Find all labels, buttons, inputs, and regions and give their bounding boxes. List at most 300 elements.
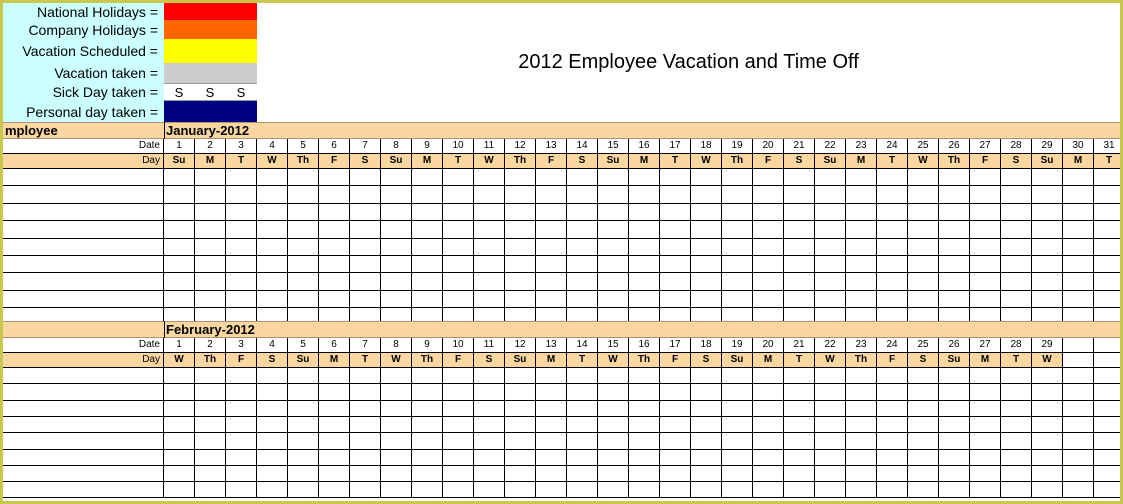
employee-name-cell[interactable] (3, 433, 164, 450)
day-entry-cell[interactable] (505, 221, 536, 239)
day-entry-cell[interactable] (474, 368, 505, 384)
day-entry-cell[interactable] (505, 204, 536, 221)
day-entry-cell[interactable] (784, 169, 815, 186)
day-entry-cell[interactable] (257, 239, 288, 256)
day-entry-cell[interactable] (815, 273, 846, 291)
day-entry-cell[interactable] (629, 401, 660, 417)
day-entry-cell[interactable] (815, 186, 846, 204)
day-entry-cell[interactable] (257, 204, 288, 221)
day-entry-cell[interactable] (288, 256, 319, 273)
employee-name-cell[interactable] (3, 384, 164, 401)
day-entry-cell[interactable] (505, 169, 536, 186)
date-cell[interactable]: 28 (1001, 139, 1032, 154)
day-entry-cell[interactable] (195, 368, 226, 384)
day-entry-cell[interactable] (567, 273, 598, 291)
day-entry-cell[interactable] (691, 204, 722, 221)
day-entry-cell[interactable] (722, 291, 753, 308)
date-cell[interactable]: 3 (226, 139, 257, 154)
day-entry-cell[interactable] (474, 169, 505, 186)
day-entry-cell[interactable] (846, 204, 877, 221)
day-entry-cell[interactable] (1063, 256, 1094, 273)
day-cell[interactable]: M (753, 353, 784, 368)
day-entry-cell[interactable] (195, 273, 226, 291)
day-entry-cell[interactable] (381, 273, 412, 291)
day-entry-cell[interactable] (1063, 466, 1094, 482)
date-cell[interactable]: 12 (505, 338, 536, 353)
day-entry-cell[interactable] (598, 169, 629, 186)
day-entry-cell[interactable] (226, 186, 257, 204)
day-entry-cell[interactable] (722, 384, 753, 401)
day-entry-cell[interactable] (350, 239, 381, 256)
day-entry-cell[interactable] (846, 466, 877, 482)
day-entry-cell[interactable] (536, 186, 567, 204)
day-entry-cell[interactable] (505, 482, 536, 498)
day-entry-cell[interactable] (784, 450, 815, 466)
day-entry-cell[interactable] (381, 291, 412, 308)
day-entry-cell[interactable] (660, 433, 691, 450)
day-entry-cell[interactable] (939, 291, 970, 308)
day-cell[interactable]: Su (288, 353, 319, 368)
day-entry-cell[interactable] (939, 466, 970, 482)
day-entry-cell[interactable] (939, 368, 970, 384)
day-entry-cell[interactable] (877, 401, 908, 417)
day-entry-cell[interactable] (877, 256, 908, 273)
day-entry-cell[interactable] (288, 169, 319, 186)
date-cell[interactable]: 9 (412, 139, 443, 154)
day-entry-cell[interactable] (288, 401, 319, 417)
day-entry-cell[interactable] (412, 482, 443, 498)
day-entry-cell[interactable] (505, 368, 536, 384)
day-entry-cell[interactable] (1063, 221, 1094, 239)
day-entry-cell[interactable] (164, 417, 195, 433)
day-entry-cell[interactable] (164, 482, 195, 498)
day-entry-cell[interactable] (474, 256, 505, 273)
day-entry-cell[interactable] (877, 368, 908, 384)
date-cell[interactable]: 23 (846, 338, 877, 353)
day-entry-cell[interactable] (536, 417, 567, 433)
day-entry-cell[interactable] (877, 291, 908, 308)
day-entry-cell[interactable] (1032, 401, 1063, 417)
day-entry-cell[interactable] (1094, 273, 1120, 291)
day-entry-cell[interactable] (1032, 482, 1063, 498)
day-entry-cell[interactable] (443, 450, 474, 466)
day-entry-cell[interactable] (939, 169, 970, 186)
day-entry-cell[interactable] (319, 482, 350, 498)
day-entry-cell[interactable] (1094, 256, 1120, 273)
day-entry-cell[interactable] (226, 204, 257, 221)
day-entry-cell[interactable] (598, 204, 629, 221)
day-entry-cell[interactable] (195, 450, 226, 466)
day-entry-cell[interactable] (226, 169, 257, 186)
day-entry-cell[interactable] (846, 221, 877, 239)
day-entry-cell[interactable] (1001, 433, 1032, 450)
day-entry-cell[interactable] (939, 204, 970, 221)
day-entry-cell[interactable] (164, 273, 195, 291)
day-entry-cell[interactable] (970, 256, 1001, 273)
day-entry-cell[interactable] (412, 291, 443, 308)
day-cell[interactable]: M (412, 154, 443, 169)
day-entry-cell[interactable] (412, 401, 443, 417)
day-entry-cell[interactable] (753, 384, 784, 401)
day-entry-cell[interactable] (815, 239, 846, 256)
day-entry-cell[interactable] (1001, 239, 1032, 256)
day-entry-cell[interactable] (505, 256, 536, 273)
day-entry-cell[interactable] (784, 368, 815, 384)
day-entry-cell[interactable] (412, 466, 443, 482)
day-entry-cell[interactable] (598, 384, 629, 401)
day-cell[interactable]: Th (629, 353, 660, 368)
day-entry-cell[interactable] (970, 417, 1001, 433)
day-entry-cell[interactable] (195, 384, 226, 401)
day-entry-cell[interactable] (412, 433, 443, 450)
day-cell[interactable]: Su (722, 353, 753, 368)
employee-name-cell[interactable] (3, 291, 164, 308)
day-entry-cell[interactable] (505, 384, 536, 401)
day-entry-cell[interactable] (412, 368, 443, 384)
day-entry-cell[interactable] (443, 169, 474, 186)
day-entry-cell[interactable] (908, 239, 939, 256)
day-entry-cell[interactable] (908, 221, 939, 239)
date-cell[interactable]: 26 (939, 139, 970, 154)
day-entry-cell[interactable] (1001, 368, 1032, 384)
day-entry-cell[interactable] (195, 239, 226, 256)
day-entry-cell[interactable] (660, 466, 691, 482)
day-cell[interactable]: W (691, 154, 722, 169)
day-entry-cell[interactable] (350, 204, 381, 221)
day-entry-cell[interactable] (846, 482, 877, 498)
date-cell[interactable]: 21 (784, 139, 815, 154)
day-entry-cell[interactable] (226, 273, 257, 291)
day-entry-cell[interactable] (195, 256, 226, 273)
day-entry-cell[interactable] (722, 186, 753, 204)
day-entry-cell[interactable] (319, 466, 350, 482)
day-entry-cell[interactable] (846, 239, 877, 256)
day-entry-cell[interactable] (443, 466, 474, 482)
day-entry-cell[interactable] (691, 417, 722, 433)
day-entry-cell[interactable] (319, 273, 350, 291)
date-cell[interactable]: 12 (505, 139, 536, 154)
day-entry-cell[interactable] (536, 256, 567, 273)
day-cell[interactable]: S (908, 353, 939, 368)
day-entry-cell[interactable] (691, 239, 722, 256)
day-entry-cell[interactable] (939, 482, 970, 498)
day-entry-cell[interactable] (536, 482, 567, 498)
day-entry-cell[interactable] (474, 466, 505, 482)
day-entry-cell[interactable] (939, 401, 970, 417)
day-entry-cell[interactable] (722, 466, 753, 482)
day-entry-cell[interactable] (164, 221, 195, 239)
day-entry-cell[interactable] (505, 466, 536, 482)
day-entry-cell[interactable] (629, 291, 660, 308)
day-entry-cell[interactable] (443, 256, 474, 273)
day-entry-cell[interactable] (939, 273, 970, 291)
day-entry-cell[interactable] (350, 401, 381, 417)
day-entry-cell[interactable] (1032, 433, 1063, 450)
day-entry-cell[interactable] (536, 291, 567, 308)
day-entry-cell[interactable] (722, 256, 753, 273)
day-entry-cell[interactable] (226, 221, 257, 239)
day-entry-cell[interactable] (195, 291, 226, 308)
day-entry-cell[interactable] (288, 433, 319, 450)
day-entry-cell[interactable] (536, 273, 567, 291)
day-entry-cell[interactable] (474, 450, 505, 466)
date-cell[interactable]: 27 (970, 139, 1001, 154)
day-entry-cell[interactable] (598, 186, 629, 204)
date-cell[interactable]: 2 (195, 338, 226, 353)
day-entry-cell[interactable] (226, 417, 257, 433)
day-entry-cell[interactable] (815, 368, 846, 384)
day-entry-cell[interactable] (970, 291, 1001, 308)
day-entry-cell[interactable] (939, 221, 970, 239)
day-entry-cell[interactable] (195, 221, 226, 239)
day-cell[interactable]: F (319, 154, 350, 169)
day-entry-cell[interactable] (691, 291, 722, 308)
day-entry-cell[interactable] (257, 450, 288, 466)
date-cell[interactable]: 17 (660, 139, 691, 154)
day-entry-cell[interactable] (164, 239, 195, 256)
day-entry-cell[interactable] (164, 204, 195, 221)
employee-name-cell[interactable] (3, 256, 164, 273)
date-cell[interactable]: 11 (474, 338, 505, 353)
day-entry-cell[interactable] (257, 169, 288, 186)
day-entry-cell[interactable] (1094, 186, 1120, 204)
day-entry-cell[interactable] (939, 450, 970, 466)
day-entry-cell[interactable] (350, 466, 381, 482)
day-entry-cell[interactable] (319, 221, 350, 239)
day-entry-cell[interactable] (350, 291, 381, 308)
day-entry-cell[interactable] (195, 417, 226, 433)
day-entry-cell[interactable] (939, 384, 970, 401)
day-entry-cell[interactable] (908, 401, 939, 417)
day-entry-cell[interactable] (443, 291, 474, 308)
day-entry-cell[interactable] (722, 433, 753, 450)
day-entry-cell[interactable] (815, 384, 846, 401)
day-entry-cell[interactable] (319, 384, 350, 401)
date-cell[interactable]: 29 (1032, 139, 1063, 154)
day-entry-cell[interactable] (443, 221, 474, 239)
day-entry-cell[interactable] (226, 291, 257, 308)
day-entry-cell[interactable] (1032, 221, 1063, 239)
day-entry-cell[interactable] (1001, 256, 1032, 273)
day-entry-cell[interactable] (319, 417, 350, 433)
day-entry-cell[interactable] (753, 204, 784, 221)
day-cell[interactable]: M (195, 154, 226, 169)
day-entry-cell[interactable] (598, 417, 629, 433)
day-entry-cell[interactable] (226, 466, 257, 482)
day-entry-cell[interactable] (195, 186, 226, 204)
day-entry-cell[interactable] (691, 186, 722, 204)
day-entry-cell[interactable] (629, 169, 660, 186)
day-entry-cell[interactable] (877, 239, 908, 256)
day-entry-cell[interactable] (288, 221, 319, 239)
day-entry-cell[interactable] (350, 256, 381, 273)
day-entry-cell[interactable] (474, 221, 505, 239)
day-entry-cell[interactable] (567, 169, 598, 186)
day-entry-cell[interactable] (1094, 239, 1120, 256)
date-cell[interactable]: 16 (629, 139, 660, 154)
day-cell[interactable]: Th (195, 353, 226, 368)
day-entry-cell[interactable] (164, 401, 195, 417)
day-entry-cell[interactable] (629, 482, 660, 498)
day-cell[interactable]: S (257, 353, 288, 368)
day-entry-cell[interactable] (815, 256, 846, 273)
date-cell[interactable]: 13 (536, 139, 567, 154)
employee-name-cell[interactable] (3, 221, 164, 239)
day-entry-cell[interactable] (288, 466, 319, 482)
day-entry-cell[interactable] (629, 384, 660, 401)
day-entry-cell[interactable] (350, 384, 381, 401)
day-entry-cell[interactable] (1063, 368, 1094, 384)
day-cell[interactable]: F (226, 353, 257, 368)
date-cell[interactable]: 30 (1063, 139, 1094, 154)
day-entry-cell[interactable] (474, 186, 505, 204)
day-entry-cell[interactable] (288, 482, 319, 498)
day-entry-cell[interactable] (257, 401, 288, 417)
day-cell[interactable]: Su (1032, 154, 1063, 169)
day-entry-cell[interactable] (846, 401, 877, 417)
day-entry-cell[interactable] (1063, 186, 1094, 204)
day-entry-cell[interactable] (722, 417, 753, 433)
day-entry-cell[interactable] (226, 256, 257, 273)
day-entry-cell[interactable] (505, 450, 536, 466)
day-entry-cell[interactable] (629, 273, 660, 291)
day-cell[interactable]: Su (815, 154, 846, 169)
day-entry-cell[interactable] (877, 466, 908, 482)
employee-name-cell[interactable] (3, 482, 164, 498)
day-entry-cell[interactable] (1032, 384, 1063, 401)
day-entry-cell[interactable] (381, 417, 412, 433)
date-cell[interactable]: 19 (722, 338, 753, 353)
day-entry-cell[interactable] (660, 169, 691, 186)
day-entry-cell[interactable] (815, 466, 846, 482)
day-entry-cell[interactable] (660, 204, 691, 221)
day-entry-cell[interactable] (505, 433, 536, 450)
day-entry-cell[interactable] (164, 186, 195, 204)
day-entry-cell[interactable] (164, 169, 195, 186)
day-entry-cell[interactable] (877, 433, 908, 450)
day-entry-cell[interactable] (257, 273, 288, 291)
day-entry-cell[interactable] (1094, 466, 1120, 482)
day-entry-cell[interactable] (1032, 239, 1063, 256)
day-entry-cell[interactable] (381, 482, 412, 498)
day-cell[interactable]: S (567, 154, 598, 169)
day-entry-cell[interactable] (1032, 466, 1063, 482)
day-entry-cell[interactable] (536, 169, 567, 186)
day-entry-cell[interactable] (412, 273, 443, 291)
day-entry-cell[interactable] (474, 291, 505, 308)
day-entry-cell[interactable] (443, 384, 474, 401)
day-cell[interactable]: Th (722, 154, 753, 169)
day-entry-cell[interactable] (722, 482, 753, 498)
date-cell[interactable]: 6 (319, 338, 350, 353)
day-entry-cell[interactable] (815, 169, 846, 186)
day-entry-cell[interactable] (319, 291, 350, 308)
day-cell[interactable]: M (319, 353, 350, 368)
day-entry-cell[interactable] (629, 433, 660, 450)
day-entry-cell[interactable] (1063, 239, 1094, 256)
day-entry-cell[interactable] (846, 273, 877, 291)
day-entry-cell[interactable] (257, 256, 288, 273)
day-entry-cell[interactable] (319, 186, 350, 204)
day-entry-cell[interactable] (443, 273, 474, 291)
day-cell[interactable]: W (598, 353, 629, 368)
day-entry-cell[interactable] (970, 204, 1001, 221)
day-entry-cell[interactable] (784, 273, 815, 291)
date-cell[interactable]: 4 (257, 338, 288, 353)
day-cell[interactable]: T (350, 353, 381, 368)
day-entry-cell[interactable] (598, 273, 629, 291)
day-entry-cell[interactable] (1094, 482, 1120, 498)
day-entry-cell[interactable] (1094, 401, 1120, 417)
day-entry-cell[interactable] (1032, 169, 1063, 186)
day-cell[interactable]: M (536, 353, 567, 368)
day-entry-cell[interactable] (691, 368, 722, 384)
date-cell[interactable]: 31 (1094, 139, 1120, 154)
day-cell[interactable]: Th (939, 154, 970, 169)
day-entry-cell[interactable] (536, 239, 567, 256)
day-cell[interactable]: F (753, 154, 784, 169)
day-entry-cell[interactable] (908, 433, 939, 450)
day-entry-cell[interactable] (381, 368, 412, 384)
day-entry-cell[interactable] (784, 401, 815, 417)
day-entry-cell[interactable] (195, 482, 226, 498)
day-entry-cell[interactable] (288, 239, 319, 256)
day-cell[interactable]: T (443, 154, 474, 169)
day-entry-cell[interactable] (753, 368, 784, 384)
day-entry-cell[interactable] (1063, 273, 1094, 291)
day-entry-cell[interactable] (226, 368, 257, 384)
day-entry-cell[interactable] (1032, 368, 1063, 384)
day-entry-cell[interactable] (319, 433, 350, 450)
date-cell[interactable]: 28 (1001, 338, 1032, 353)
day-entry-cell[interactable] (536, 384, 567, 401)
day-entry-cell[interactable] (381, 256, 412, 273)
employee-name-cell[interactable] (3, 466, 164, 482)
day-cell[interactable]: Th (412, 353, 443, 368)
day-entry-cell[interactable] (381, 450, 412, 466)
day-entry-cell[interactable] (722, 169, 753, 186)
day-entry-cell[interactable] (691, 482, 722, 498)
day-entry-cell[interactable] (505, 291, 536, 308)
day-entry-cell[interactable] (567, 450, 598, 466)
day-entry-cell[interactable] (629, 417, 660, 433)
date-cell[interactable]: 13 (536, 338, 567, 353)
day-entry-cell[interactable] (288, 368, 319, 384)
day-entry-cell[interactable] (1094, 221, 1120, 239)
day-entry-cell[interactable] (970, 482, 1001, 498)
day-entry-cell[interactable] (753, 221, 784, 239)
day-entry-cell[interactable] (908, 417, 939, 433)
day-entry-cell[interactable] (815, 482, 846, 498)
day-entry-cell[interactable] (970, 384, 1001, 401)
date-cell[interactable]: 11 (474, 139, 505, 154)
date-cell[interactable]: 26 (939, 338, 970, 353)
day-entry-cell[interactable] (598, 239, 629, 256)
day-entry-cell[interactable] (629, 204, 660, 221)
day-entry-cell[interactable] (846, 169, 877, 186)
day-entry-cell[interactable] (257, 291, 288, 308)
day-entry-cell[interactable] (660, 401, 691, 417)
day-entry-cell[interactable] (598, 433, 629, 450)
day-entry-cell[interactable] (1001, 169, 1032, 186)
day-entry-cell[interactable] (443, 368, 474, 384)
day-entry-cell[interactable] (598, 466, 629, 482)
day-cell[interactable]: W (257, 154, 288, 169)
day-entry-cell[interactable] (908, 482, 939, 498)
day-entry-cell[interactable] (381, 401, 412, 417)
day-entry-cell[interactable] (257, 433, 288, 450)
day-cell[interactable]: Su (164, 154, 195, 169)
